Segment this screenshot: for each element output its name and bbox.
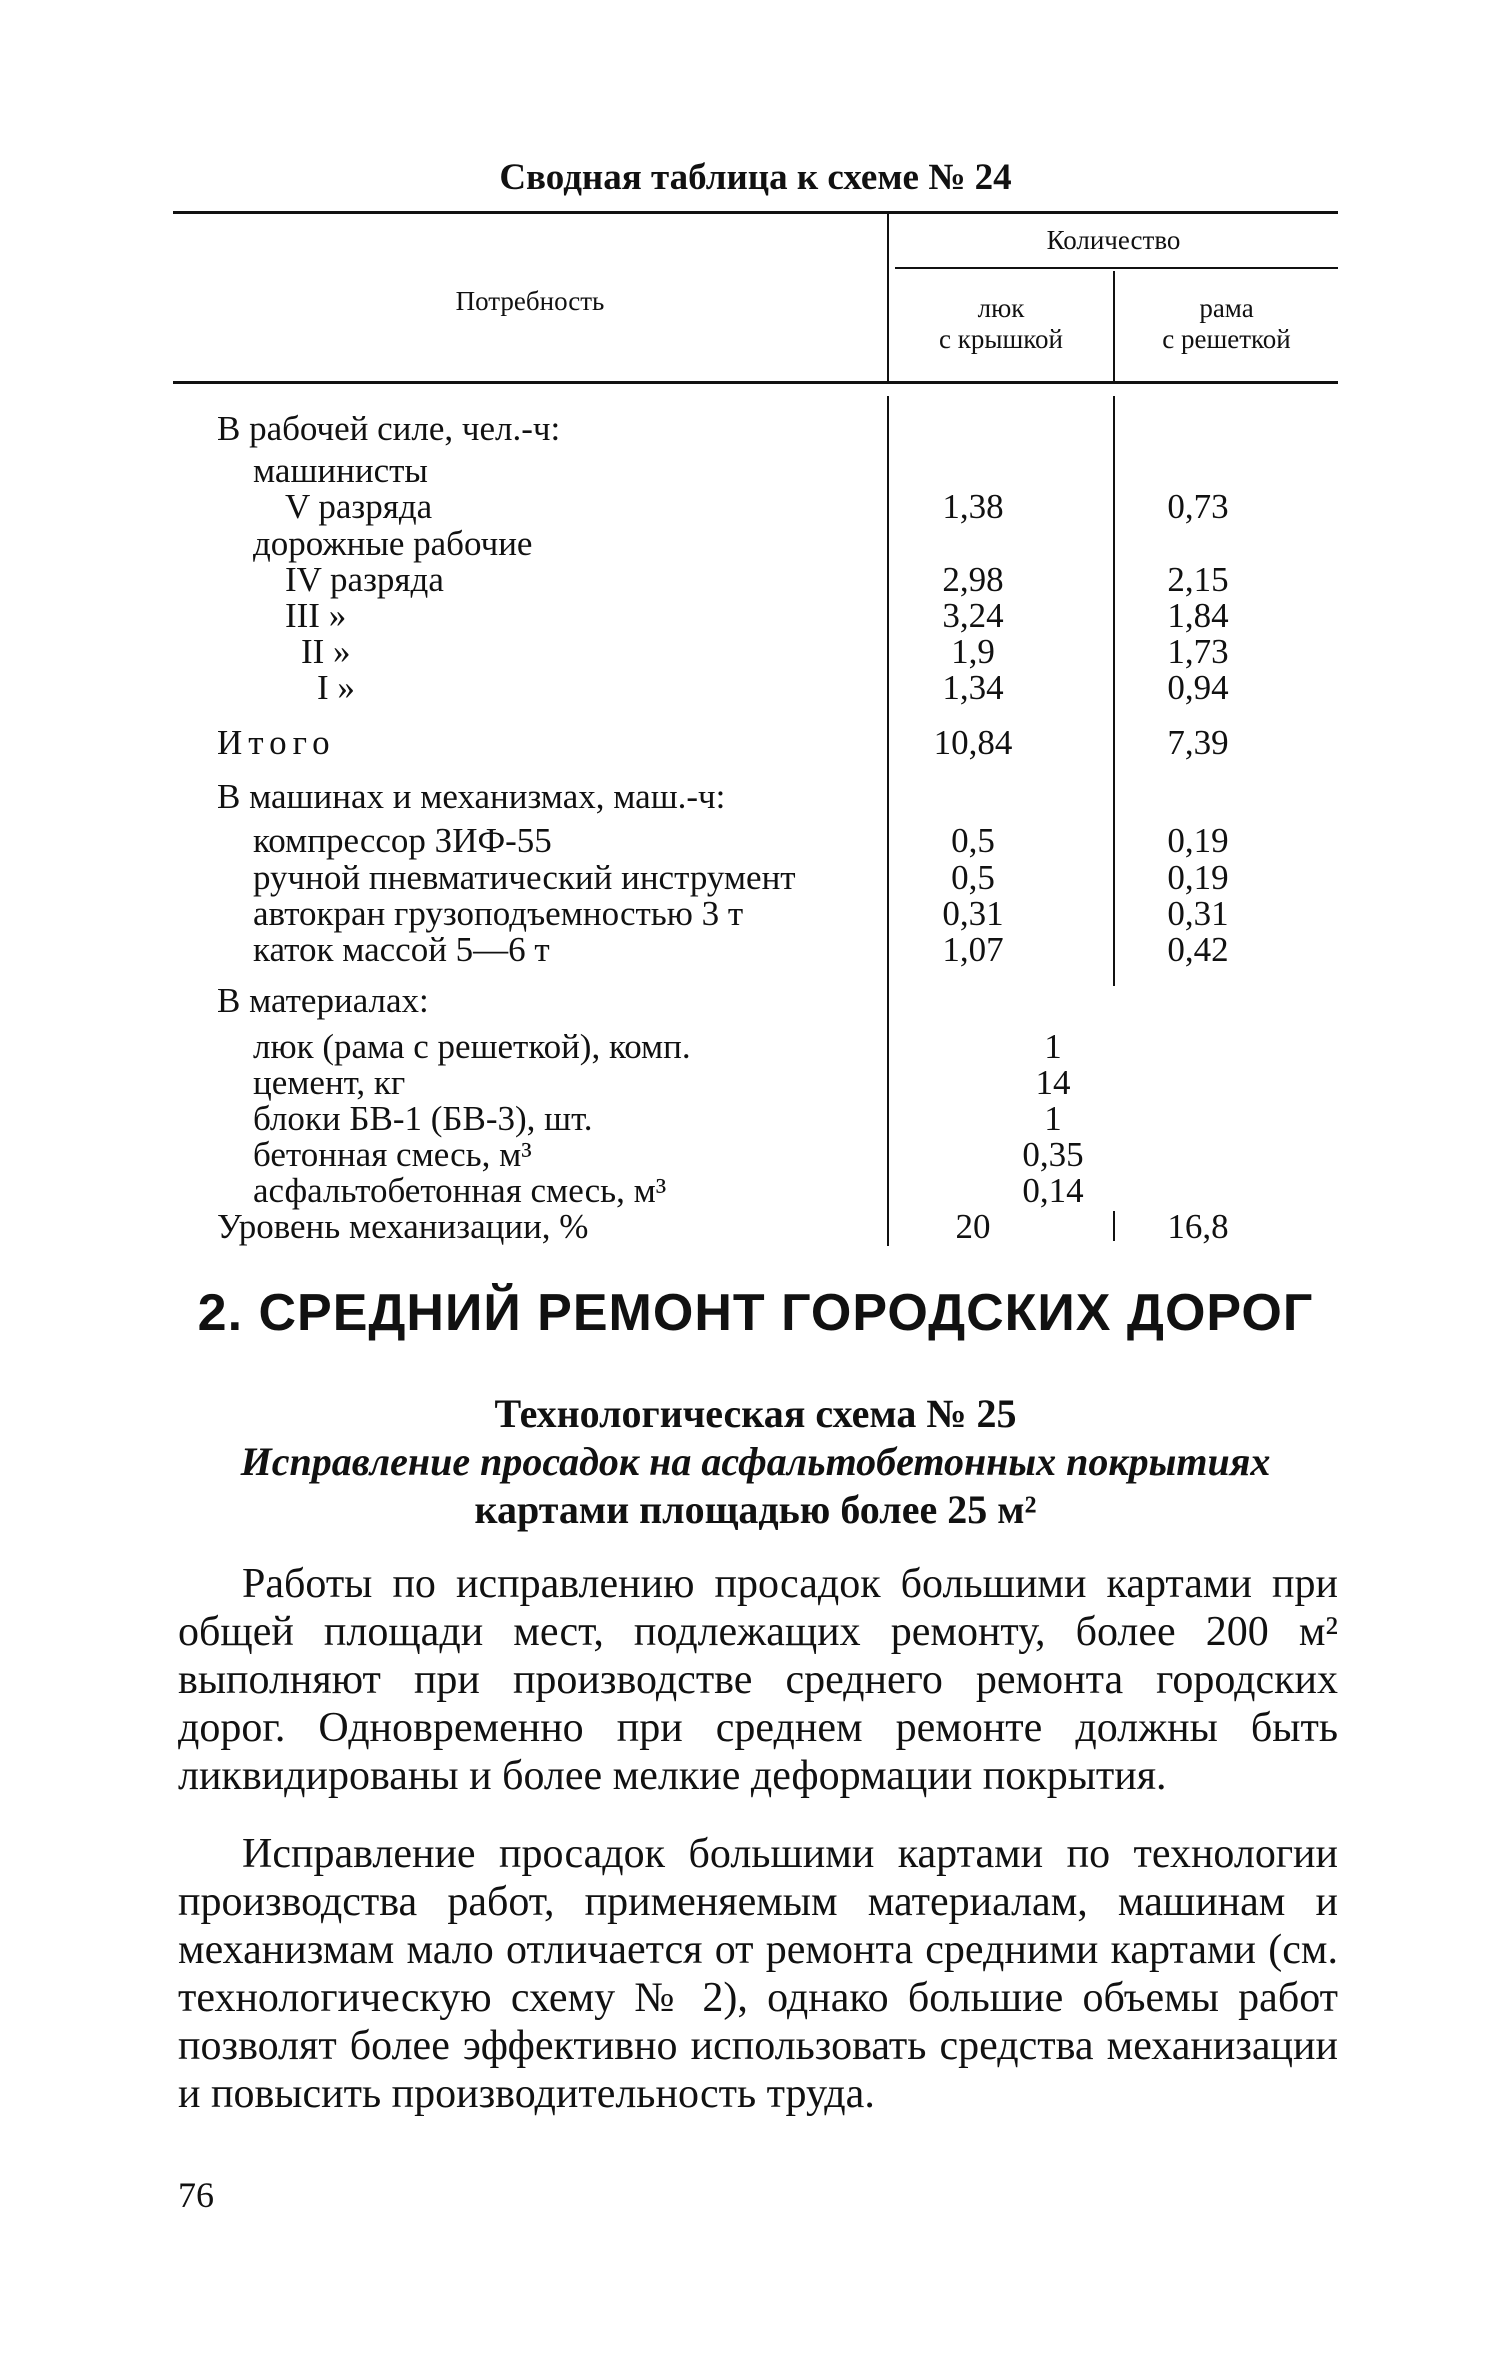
row-value-col2: 16,8 xyxy=(1167,1207,1229,1246)
table-row xyxy=(173,932,1338,968)
row-label-total: Итого xyxy=(217,723,336,762)
row-label: компрессор ЗИФ-55 xyxy=(253,821,552,860)
row-label: В рабочей силе, чел.-ч: xyxy=(217,409,561,448)
table-title: Сводная таблица к схеме № 24 xyxy=(499,157,1012,198)
paragraph-1: Работы по исправлению просадок большими картами при общей площади мест, подлежащих ремонту, более 200 м² выполняют при производстве среднего ремонта городских дорог. Одновременно при среднем ремонте должны быть ликвидированы и более мелкие деформации покрытия. xyxy=(178,1561,1338,1799)
row-label: Уровень механизации, % xyxy=(217,1207,589,1246)
row-value-col1: 1,07 xyxy=(942,930,1004,969)
section-title: 2. СРЕДНИЙ РЕМОНТ ГОРОДСКИХ ДОРОГ xyxy=(197,1284,1314,1342)
row-label: каток массой 5—6 т xyxy=(253,930,550,969)
table-top-rule xyxy=(173,211,1338,214)
header-col1 xyxy=(889,293,1113,355)
table-row xyxy=(173,1137,1338,1173)
row-value-col1: 2,98 xyxy=(942,560,1004,599)
row-value-col2: 1,73 xyxy=(1167,632,1229,671)
header-quantity: Количество xyxy=(1046,225,1181,255)
row-value-merged: 1 xyxy=(1044,1027,1062,1066)
scheme-subtitle-line1: Исправление просадок на асфальтобетонных покрытиях xyxy=(240,1439,1271,1484)
scheme-subtitle-line2: картами площадью более 25 м² xyxy=(474,1487,1037,1532)
page-number: 76 xyxy=(178,2175,214,2215)
table-row xyxy=(173,634,1338,670)
row-label: люк (рама с решеткой), комп. xyxy=(253,1027,691,1066)
row-value-col2: 0,19 xyxy=(1167,858,1229,897)
header-need: Потребность xyxy=(455,286,605,316)
row-value-col1: 10,84 xyxy=(933,723,1013,762)
header-col2 xyxy=(1115,293,1338,355)
summary-table xyxy=(173,211,1338,1246)
row-value-col1: 0,31 xyxy=(942,894,1004,933)
header-col1-line2: с крышкой xyxy=(939,324,1063,354)
row-value-col1: 3,24 xyxy=(942,596,1004,635)
table-row xyxy=(173,860,1338,896)
row-label: дорожные рабочие xyxy=(253,524,533,563)
row-value-merged: 1 xyxy=(1044,1099,1062,1138)
table-row xyxy=(173,1209,1338,1245)
table-row xyxy=(173,598,1338,634)
row-value-col2: 2,15 xyxy=(1167,560,1229,599)
row-value-merged: 14 xyxy=(1035,1063,1071,1102)
header-col2-line1: рама xyxy=(1199,293,1254,323)
row-value-merged: 0,14 xyxy=(1022,1171,1084,1210)
header-col1-line1: люк xyxy=(977,293,1025,323)
row-label: В машинах и механизмах, маш.-ч: xyxy=(217,777,726,816)
table-row xyxy=(173,823,1338,859)
table-row xyxy=(173,779,1338,815)
row-value-col1: 1,9 xyxy=(951,632,995,671)
row-value-col1: 1,38 xyxy=(942,487,1004,526)
table-row xyxy=(173,562,1338,598)
table-row xyxy=(173,411,1338,447)
row-label: I » xyxy=(317,668,355,707)
row-label: блоки БВ-1 (БВ-3), шт. xyxy=(253,1099,593,1138)
table-row xyxy=(173,983,1338,1019)
row-value-col1: 1,34 xyxy=(942,668,1004,707)
table-row xyxy=(173,1101,1338,1137)
row-label: автокран грузоподъемностью 3 т xyxy=(253,894,744,933)
row-value-col1: 0,5 xyxy=(951,821,995,860)
table-row xyxy=(173,1065,1338,1101)
scheme-title: Технологическая схема № 25 xyxy=(494,1391,1017,1436)
row-label: бетонная смесь, м³ xyxy=(253,1135,532,1174)
row-value-col2: 7,39 xyxy=(1167,723,1229,762)
row-label: цемент, кг xyxy=(253,1063,406,1102)
table-row xyxy=(173,1029,1338,1065)
row-value-col2: 0,42 xyxy=(1167,930,1229,969)
row-value-col2: 0,94 xyxy=(1167,668,1229,707)
table-row xyxy=(173,670,1338,706)
table-row xyxy=(173,526,1338,562)
table-row xyxy=(173,489,1338,525)
row-value-col2: 0,19 xyxy=(1167,821,1229,860)
row-value-col2: 1,84 xyxy=(1167,596,1229,635)
row-value-merged: 0,35 xyxy=(1022,1135,1084,1174)
row-value-col1: 20 xyxy=(955,1207,991,1246)
row-label: II » xyxy=(301,632,351,671)
row-value-col2: 0,73 xyxy=(1167,487,1229,526)
row-label: III » xyxy=(285,596,347,635)
row-label: ручной пневматический инструмент xyxy=(253,858,796,897)
row-value-col1: 0,5 xyxy=(951,858,995,897)
table-row xyxy=(173,453,1338,489)
quantity-underline xyxy=(895,267,1338,269)
row-label: V разряда xyxy=(285,487,433,526)
table-row xyxy=(173,725,1338,761)
row-label: асфальтобетонная смесь, м³ xyxy=(253,1171,667,1210)
table-row xyxy=(173,896,1338,932)
row-label: IV разряда xyxy=(285,560,444,599)
row-label: В материалах: xyxy=(217,981,429,1020)
header-col2-line2: с решеткой xyxy=(1162,324,1291,354)
header-bottom-rule xyxy=(173,381,1338,384)
row-value-col2: 0,31 xyxy=(1167,894,1229,933)
paragraph-2: Исправление просадок большими картами по технологии производства работ, применяемым материалам, машинам и механизмам мало отличается от ремонта средними картами (см. технологическую схему № 2), однако большие объемы работ позволят более эффективно использовать средства механизации и повысить производительность труда. xyxy=(178,1831,1338,2117)
row-label: машинисты xyxy=(253,451,428,490)
table-row xyxy=(173,1173,1338,1209)
